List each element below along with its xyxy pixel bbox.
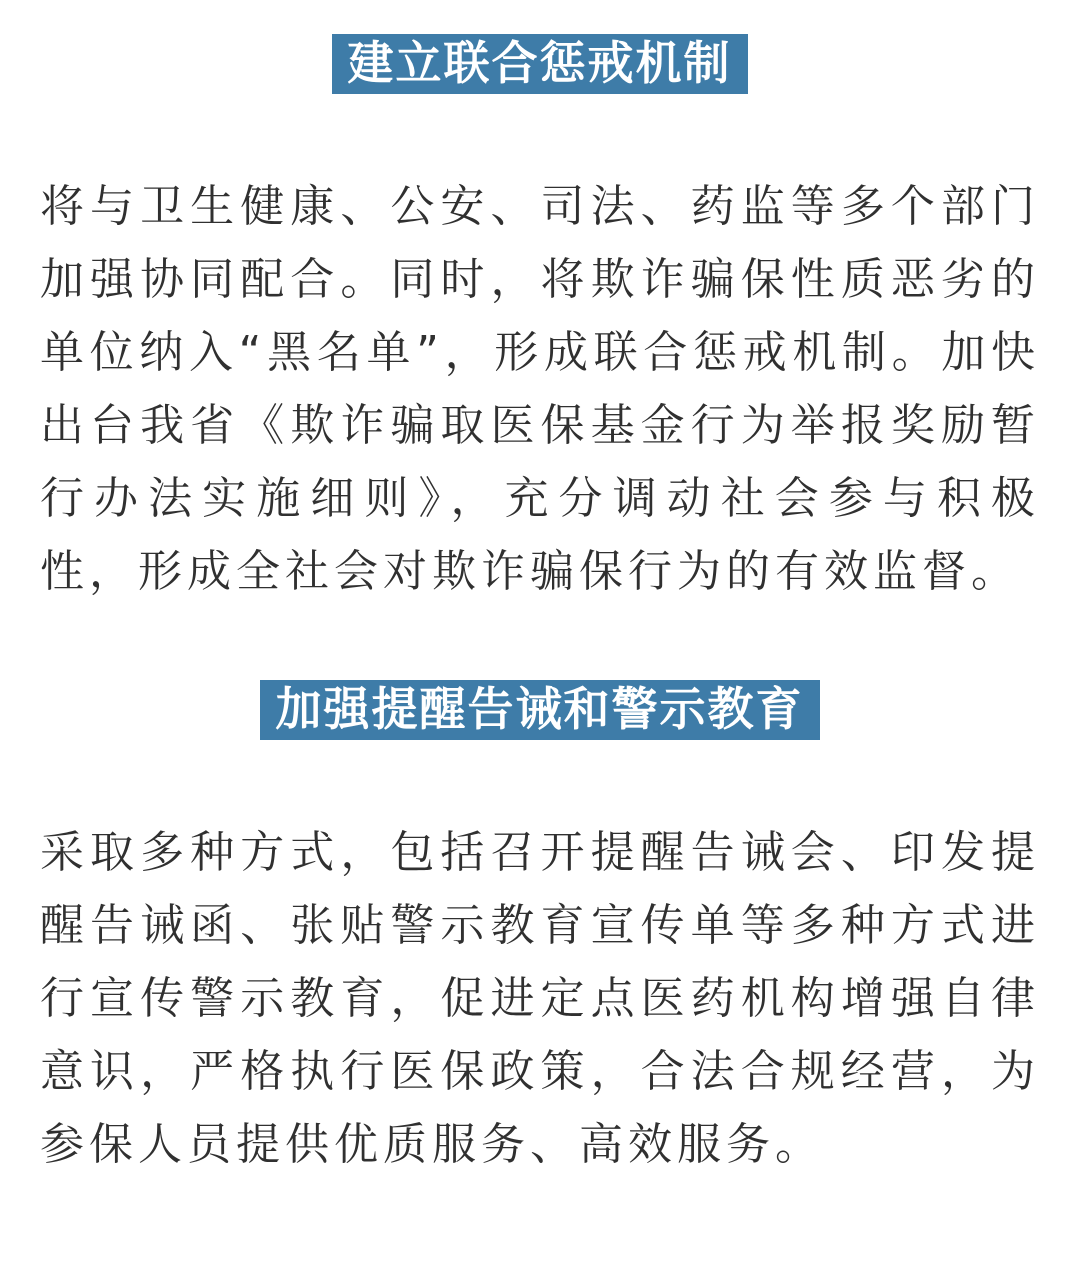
section-heading-row: [0, 680, 1079, 740]
section-paragraph: 将与卫生健康、公安、司法、药监等多个部门加强协同配合。同时，将欺诈骗保性质恶劣的单位纳入“黑名单”，形成联合惩戒机制。加快出台我省《欺诈骗取医保基金行为举报奖励暂行办法实施细则》，充分调动社会参与积极性，形成全社会对欺诈骗保行为的有效监督。: [40, 181, 1040, 597]
section-heading-row: [0, 34, 1079, 94]
section-paragraph: 采取多种方式，包括召开提醒告诫会、印发提醒告诫函、张贴警示教育宣传单等多种方式进行宣传警示教育，促进定点医药机构增强自律意识，严格执行医保政策，合法合规经营，为参保人员提供优质服务、高效服务。: [40, 827, 1040, 1170]
section-warning-education: [0, 680, 1079, 1181]
section-heading-banner: 建立联合惩戒机制: [332, 34, 748, 94]
article-body: [0, 34, 1079, 1181]
section-heading-banner: 加强提醒告诫和警示教育: [260, 680, 820, 740]
section-joint-punishment: [0, 34, 1079, 608]
